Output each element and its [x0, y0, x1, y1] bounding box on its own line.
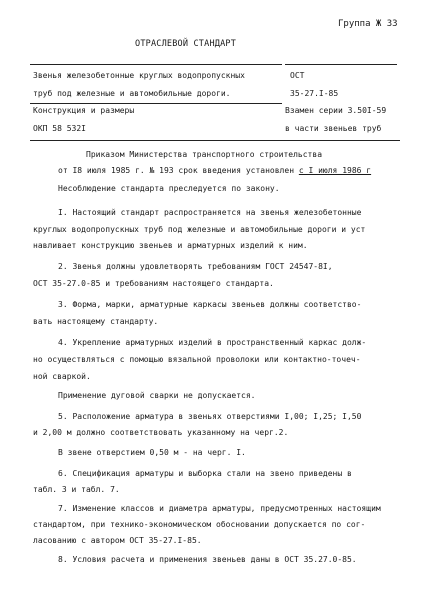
paragraph-5-line-1: 5. Расположение арматура в звеньях отверстиями I,00; I,25; I,50	[58, 412, 362, 421]
standard-title-line-1: Звенья железобетонные круглых водопропускных	[33, 71, 245, 80]
replaces-line-2: в части звеньев труб	[285, 124, 382, 133]
ost-number: 35-27.I-85	[290, 89, 339, 98]
paragraph-2-line-2: ОСТ 35-27.0-85 и требованиям настоящего стандарта.	[33, 279, 274, 288]
order-number-text: от I8 июля 1985 г. № 193 срок введения установлен	[58, 166, 295, 175]
paragraph-4-line-1: 4. Укрепление арматурных изделий в пространственный каркас долж-	[58, 338, 367, 347]
replaces-line-1: Взамен серии 3.50I-59	[285, 106, 387, 115]
penalty-notice: Несоблюдение стандарта преследуется по закону.	[58, 184, 280, 193]
paragraph-4-line-3: ной сваркой.	[33, 372, 91, 381]
paragraph-2-line-1: 2. Звенья должны удовлетворять требованиям ГОСТ 24547-8I,	[58, 262, 333, 271]
paragraph-4-line-2: но осуществляться с помощью вязальной проволоки или контактно-точеч-	[33, 355, 361, 364]
paragraph-7-line-1: 7. Изменение классов и диаметра арматуры, предусмотренных настоящим	[58, 504, 381, 513]
paragraph-5-line-3: В звене отверстием 0,50 м - на черг. I.	[58, 448, 246, 457]
paragraph-3-line-2: вать настоящему стандарту.	[33, 317, 159, 326]
welding-note: Применение дуговой сварки не допускается.	[58, 391, 256, 400]
paragraph-6-line-2: табл. 3 и табл. 7.	[33, 485, 120, 494]
standard-title-line-3: Конструкция и размеры	[33, 106, 135, 115]
paragraph-3-line-1: 3. Форма, марки, арматурные каркасы звеньев должны соответство-	[58, 300, 362, 309]
order-line-2	[58, 167, 371, 175]
group-code: Группа Ж 33	[338, 19, 398, 29]
title-block-top-rule-right	[285, 64, 397, 65]
standard-type-heading: ОТРАСЛЕВОЙ СТАНДАРТ	[135, 39, 237, 49]
paragraph-5-line-2: и 2,00 м должно соответствовать указанному на черг.2.	[33, 428, 289, 437]
paragraph-8-line-1: 8. Условия расчета и применения звеньев даны в ОСТ 35.27.0-85.	[58, 555, 357, 564]
title-block-top-rule	[30, 64, 282, 65]
standard-title-line-2: труб под железные и автомобильные дороги.	[33, 89, 231, 98]
title-block-mid-rule	[30, 103, 282, 104]
effective-date: с I июля 1986 г	[298, 166, 372, 175]
okp-code: ОКП 58 532I	[33, 124, 86, 133]
paragraph-7-line-2: стандартом, при технико-экономическом обосновании допускается по сог-	[33, 520, 366, 529]
paragraph-7-line-3: ласованию с автором ОСТ 35-27.I-85.	[33, 536, 202, 545]
paragraph-1-line-1: I. Настоящий стандарт распространяется на звенья железобетонные	[58, 208, 362, 217]
paragraph-6-line-1: 6. Спецификация арматуры и выборка стали на звено приведены в	[58, 469, 352, 478]
ost-label: ОСТ	[290, 71, 305, 80]
title-block-bottom-rule	[30, 140, 400, 141]
paragraph-1-line-2: круглых водопропускных труб под железные и автомобильные дороги и уст	[33, 225, 366, 234]
order-line-1: Приказом Министерства транспортного строительства	[86, 150, 323, 159]
paragraph-1-line-3: навливает конструкцию звеньев и арматурных изделий к ним.	[33, 241, 308, 250]
